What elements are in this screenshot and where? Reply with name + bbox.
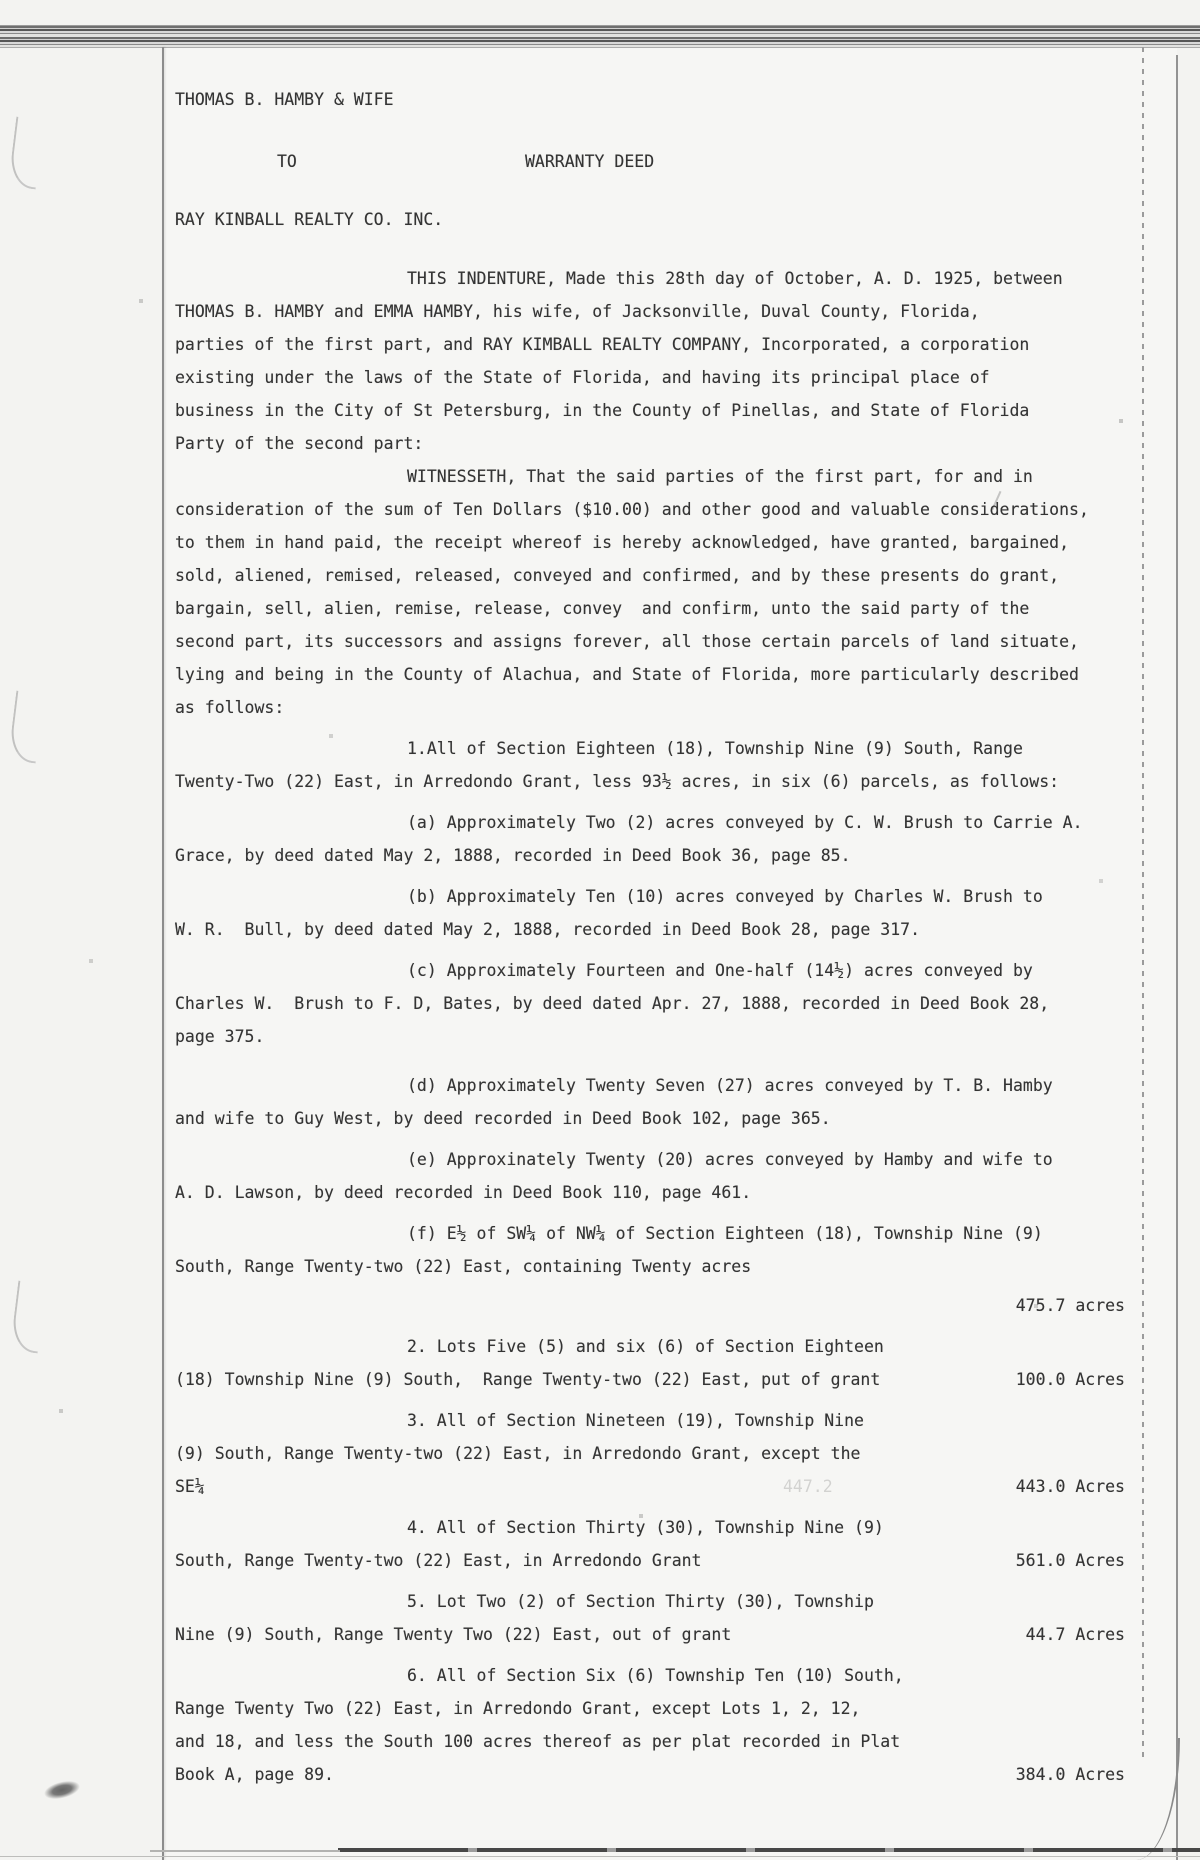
deed-line: Party of the second part: (175, 434, 424, 453)
parcel-1f-line: (f) E½ of SW¼ of NW¼ of Section Eighteen (18), Township Nine (9) (407, 1224, 1043, 1243)
binder-ring-mark (8, 117, 44, 190)
grantor-name: THOMAS B. HAMBY & WIFE (175, 90, 394, 109)
acreage-parcel-2: 100.0 Acres (1015, 1370, 1125, 1389)
scan-bottom-edge-faint-line (150, 1850, 340, 1852)
deed-line: lying and being in the County of Alachua, and State of Florida, more particularly described (175, 665, 1079, 684)
parcel-1b-line: (b) Approximately Ten (10) acres conveyed by Charles W. Brush to (407, 887, 1043, 906)
deed-line: page 375. (175, 1027, 265, 1046)
scan-top-edge-band (0, 25, 1200, 48)
acreage-parcel-3: 443.0 Acres (1015, 1477, 1125, 1496)
deed-line: Nine (9) South, Range Twenty Two (22) East, out of grant (175, 1625, 732, 1644)
deed-line: bargain, sell, alien, remise, release, convey and confirm, unto the said party of the (175, 599, 1030, 618)
deed-line: South, Range Twenty-two (22) East, containing Twenty acres (175, 1257, 752, 1276)
page-edge-right-noisy-line (1142, 47, 1144, 1760)
deed-line: as follows: (175, 698, 285, 717)
deed-line: and wife to Guy West, by deed recorded in Deed Book 102, page 365. (175, 1109, 831, 1128)
parcel-1c-line: (c) Approximately Fourteen and One-half (14½) acres conveyed by (407, 961, 1033, 980)
deed-body-text (175, 262, 1137, 1791)
deed-line: business in the City of St Petersburg, in the County of Pinellas, and State of Florida (175, 401, 1030, 420)
parcel-1d-line: (d) Approximately Twenty Seven (27) acres conveyed by T. B. Hamby (407, 1076, 1053, 1095)
acreage-parcel-5: 44.7 Acres (1025, 1625, 1125, 1644)
ink-smudge-mark (43, 1778, 82, 1802)
deed-line: Twenty-Two (22) East, in Arredondo Grant, less 93½ acres, in six (6) parcels, as follows: (175, 772, 1060, 791)
deed-line: Grace, by deed dated May 2, 1888, recorded in Deed Book 36, page 85. (175, 846, 851, 865)
deed-line: (9) South, Range Twenty-two (22) East, in Arredondo Grant, except the (175, 1444, 861, 1463)
parcel-6-line: 6. All of Section Six (6) Township Ten (10) South, (407, 1666, 904, 1685)
parcel-5-line: 5. Lot Two (2) of Section Thirty (30), Township (407, 1592, 874, 1611)
parcel-1a-line: (a) Approximately Two (2) acres conveyed by C. W. Brush to Carrie A. (407, 813, 1083, 832)
deed-line: Book A, page 89. (175, 1765, 334, 1784)
parcel-2-line: 2. Lots Five (5) and six (6) of Section Eighteen (407, 1337, 884, 1356)
to-label: TO (277, 152, 297, 171)
page-edge-right-outer-line (1176, 55, 1178, 1860)
scan-bottom-hairline (0, 1856, 1200, 1857)
deed-line: consideration of the sum of Ten Dollars ($10.00) and other good and valuable considerations, (175, 500, 1089, 519)
deed-line-with-acreage (175, 1544, 1137, 1577)
deed-line: THIS INDENTURE, Made this 28th day of October, A. D. 1925, between (407, 269, 1063, 288)
deed-line: South, Range Twenty-two (22) East, in Arredondo Grant (175, 1551, 702, 1570)
deed-line: to them in hand paid, the receipt whereof is hereby acknowledged, have granted, bargained, (175, 533, 1070, 552)
parcel-1e-line: (e) Approxinately Twenty (20) acres conveyed by Hamby and wife to (407, 1150, 1053, 1169)
ghost-pencil-figure: 447.2 (783, 1477, 833, 1496)
page-edge-left-line (162, 47, 164, 1860)
deed-line: sold, aliened, remised, released, conveyed and confirmed, and by these presents do grant, (175, 566, 1060, 585)
scan-bottom-edge-line (338, 1848, 1200, 1852)
deed-line: existing under the laws of the State of Florida, and having its principal place of (175, 368, 990, 387)
deed-line: (18) Township Nine (9) South, Range Twenty-two (22) East, put of grant (175, 1370, 881, 1389)
deed-line: SE¼ (175, 1477, 205, 1496)
deed-line-with-acreage (175, 1758, 1137, 1791)
scan-noise-speckles (0, 0, 2, 2)
parcel-3-line: 3. All of Section Nineteen (19), Township Nine (407, 1411, 864, 1430)
deed-line: THOMAS B. HAMBY and EMMA HAMBY, his wife, of Jacksonville, Duval County, Florida, (175, 302, 980, 321)
acreage-parcel-1: 475.7 acres (1015, 1296, 1125, 1315)
deed-line: W. R. Bull, by deed dated May 2, 1888, recorded in Deed Book 28, page 317. (175, 920, 921, 939)
deed-line: Charles W. Brush to F. D, Bates, by deed dated Apr. 27, 1888, recorded in Deed Book 28, (175, 994, 1050, 1013)
parcel-1-line: 1.All of Section Eighteen (18), Township Nine (9) South, Range (407, 739, 1023, 758)
deed-line: second part, its successors and assigns forever, all those certain parcels of land situate, (175, 632, 1079, 651)
binder-ring-mark (10, 1281, 46, 1354)
binder-ring-mark (8, 691, 44, 764)
deed-line: A. D. Lawson, by deed recorded in Deed Book 110, page 461. (175, 1183, 752, 1202)
deed-line: and 18, and less the South 100 acres thereof as per plat recorded in Plat (175, 1732, 901, 1751)
grantee-name: RAY KINBALL REALTY CO. INC. (175, 210, 444, 229)
acreage-parcel-6: 384.0 Acres (1015, 1765, 1125, 1784)
deed-line: parties of the first part, and RAY KIMBALL REALTY COMPANY, Incorporated, a corporation (175, 335, 1030, 354)
document-type-title: WARRANTY DEED (525, 152, 655, 171)
acreage-parcel-4: 561.0 Acres (1015, 1551, 1125, 1570)
deed-line-with-acreage (175, 1363, 1137, 1396)
deed-line: WITNESSETH, That the said parties of the first part, for and in (407, 467, 1033, 486)
deed-line-with-acreage (175, 1618, 1137, 1651)
deed-line: Range Twenty Two (22) East, in Arredondo Grant, except Lots 1, 2, 12, (175, 1699, 861, 1718)
deed-line-with-acreage (175, 1470, 1137, 1503)
header-title-row (175, 152, 1137, 185)
parcel-4-line: 4. All of Section Thirty (30), Township Nine (9) (407, 1518, 884, 1537)
